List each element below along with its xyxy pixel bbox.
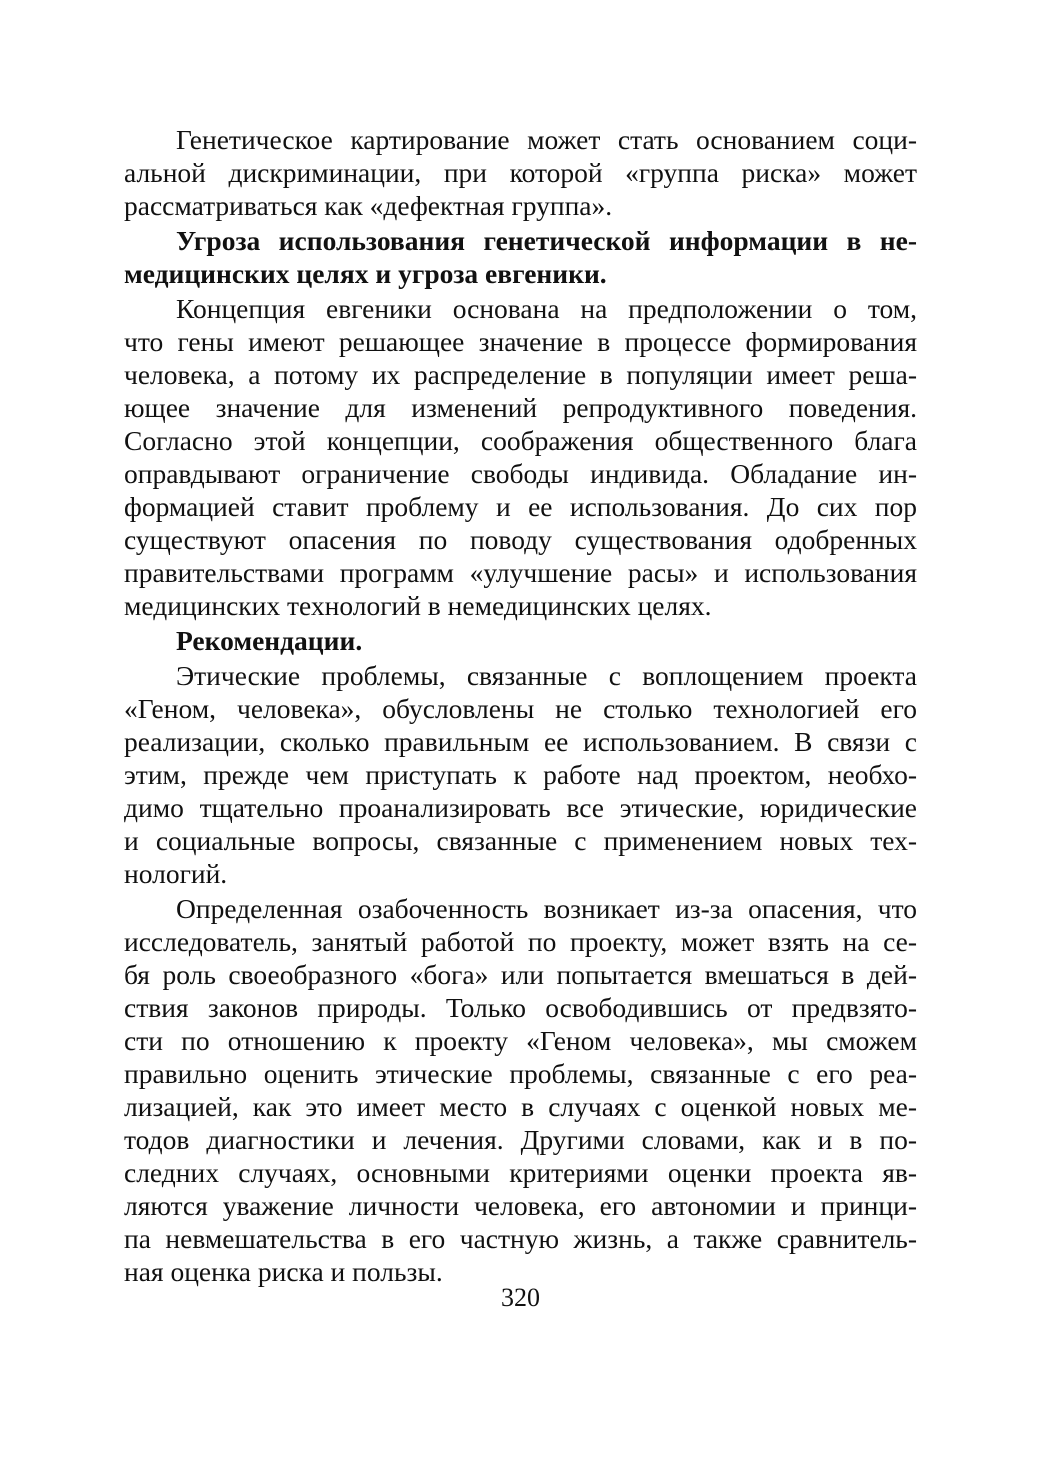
text-line: реализации, сколько правильным ее использованием. В связи с: [124, 726, 917, 757]
text-line: исследователь, занятый работой по проекту, может взять на се-: [124, 926, 917, 957]
text-line: что гены имеют решающее значение в процессе формирования: [124, 326, 917, 357]
text-line: ная оценка риска и пользы.: [124, 1256, 443, 1287]
page-number: 320: [501, 1283, 540, 1312]
text-line: ющее значение для изменений репродуктивного поведения.: [124, 392, 917, 423]
text-line: димо тщательно проанализировать все этические, юридические: [124, 792, 917, 823]
heading-eugenics-threat: [124, 224, 917, 290]
text-line: нологий.: [124, 858, 228, 889]
text-line: Концепция евгеники основана на предположении о том,: [176, 293, 917, 324]
heading-line: Угроза использования генетической информации в не-: [176, 225, 917, 256]
text-line: «Геном, человека», обусловлены не столько технологией его: [124, 693, 917, 724]
text-line: рассматриваться как «дефектная группа».: [124, 190, 613, 221]
text-line: правильно оценить этические проблемы, связанные с его реа-: [124, 1058, 917, 1089]
paragraph-genetic-mapping: [124, 123, 917, 222]
text-line: формацией ставит проблему и ее использования. До сих пор: [124, 491, 917, 522]
text-line: Этические проблемы, связанные с воплощением проекта: [176, 660, 917, 691]
text-line: Определенная озабоченность возникает из-за опасения, что: [176, 893, 917, 924]
heading-line: Рекомендации.: [176, 625, 363, 656]
paragraph-ethical-problems: [124, 659, 917, 890]
text-line: тодов диагностики и лечения. Другими словами, как и в по-: [124, 1124, 917, 1155]
heading-recommendations: [124, 624, 917, 657]
text-line: сти по отношению к проекту «Геном человека», мы сможем: [124, 1025, 917, 1056]
text-line: медицинских технологий в немедицинских целях.: [124, 590, 712, 621]
paragraph-concern: [124, 892, 917, 1288]
heading-line: медицинских целях и угроза евгеники.: [124, 258, 607, 289]
text-line: существуют опасения по поводу существования одобренных: [124, 524, 917, 555]
text-line: оправдывают ограничение свободы индивида. Обладание ин-: [124, 458, 917, 489]
text-line: правительствами программ «улучшение расы» и использования: [124, 557, 917, 588]
text-line: следних случаях, основными критериями оценки проекта яв-: [124, 1157, 917, 1188]
text-line: и социальные вопросы, связанные с применением новых тех-: [124, 825, 917, 856]
page-body: [124, 123, 917, 1288]
text-line: Генетическое картирование может стать основанием соци-: [176, 124, 917, 155]
text-line: этим, прежде чем приступать к работе над проектом, необхо-: [124, 759, 917, 790]
text-line: бя роль своеобразного «бога» или попытается вмешаться в дей-: [124, 959, 917, 990]
text-line: ляются уважение личности человека, его автономии и принци-: [124, 1190, 917, 1221]
paragraph-eugenics-concept: [124, 292, 917, 622]
text-line: человека, а потому их распределение в популяции имеет реша-: [124, 359, 917, 390]
text-line: ствия законов природы. Только освободившись от предвзято-: [124, 992, 917, 1023]
text-line: лизацией, как это имеет место в случаях с оценкой новых ме-: [124, 1091, 917, 1122]
text-line: альной дискриминации, при которой «группа риска» может: [124, 157, 917, 188]
text-line: Согласно этой концепции, соображения общественного блага: [124, 425, 917, 456]
text-line: па невмешательства в его частную жизнь, а также сравнитель-: [124, 1223, 917, 1254]
